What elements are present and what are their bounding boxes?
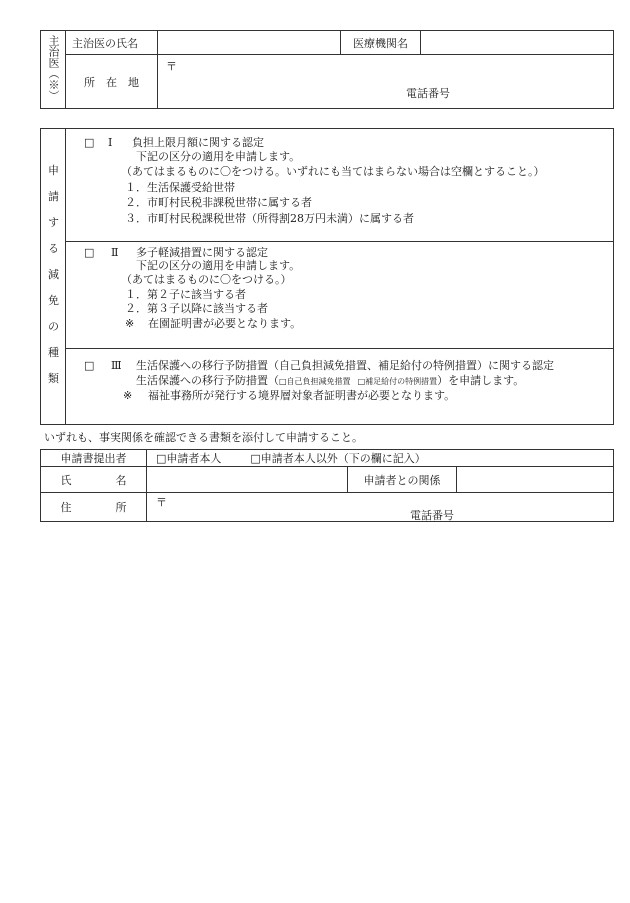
reduction-side-label (41, 129, 66, 424)
applicant-name-field[interactable] (147, 467, 348, 493)
side-char: 請 (48, 190, 59, 203)
section-2-line2: （あてはまるものに〇をつける。） (121, 273, 292, 286)
section-3-line1-end: ）を申請します。 (437, 374, 525, 387)
section-2-numeral: Ⅱ (111, 246, 119, 259)
section-multi-child (66, 241, 613, 348)
side-char: す (48, 216, 59, 229)
side-char: 免 (48, 294, 59, 307)
institution-label: 医療機関名 (341, 31, 421, 55)
applicant-phone-label: 電話番号 (410, 509, 454, 522)
section-2-item1[interactable]: １．第２子に該当する者 (125, 288, 246, 301)
doctor-side-label: 主治医（※） (47, 35, 60, 101)
side-char: 種 (48, 346, 59, 359)
side-char: の (48, 320, 59, 333)
submitter-options (147, 450, 614, 467)
doctor-table (40, 30, 614, 109)
section-1-numeral: Ⅰ (108, 136, 113, 149)
section-2-note-mark: ※ (125, 317, 135, 330)
side-char: 類 (48, 372, 59, 385)
reduction-type-box (40, 128, 614, 425)
section-3-line1-start: 生活保護への移行予防措置（ (136, 374, 279, 387)
section-3-option-supplementary[interactable]: □補足給付の特例措置 (357, 377, 438, 386)
section-1-line1: 下記の区分の適用を申請します。 (136, 150, 301, 163)
section-2-item2[interactable]: ２．第３子以降に該当する者 (125, 302, 268, 315)
section-3-title: 生活保護への移行予防措置（自己負担減免措置、補足給付の特例措置）に関する認定 (136, 359, 554, 372)
section-3-checkbox[interactable]: □ (84, 359, 95, 372)
applicant-address-field[interactable] (147, 493, 614, 522)
doctor-name-field[interactable] (158, 31, 341, 55)
section-1-line2: （あてはまるものに〇をつける。いずれにも当てはまらない場合は空欄とすること。） (121, 165, 545, 178)
section-1-item3[interactable]: ３．市町村民税課税世帯（所得割28万円未満）に属する者 (125, 212, 414, 225)
doctor-phone-label: 電話番号 (406, 87, 450, 100)
applicant-postal-mark: 〒 (156, 496, 167, 509)
submitter-label: 申請書提出者 (41, 450, 147, 467)
option-applicant-self[interactable]: □申請者本人 (156, 452, 222, 465)
section-2-checkbox[interactable]: □ (84, 246, 95, 259)
section-3-option-self-pay[interactable]: □自己負担減免措置 (279, 377, 351, 386)
section-upper-limit (66, 129, 613, 241)
section-1-checkbox[interactable]: □ (84, 136, 95, 149)
section-livelihood-protection (66, 348, 613, 426)
section-1-item2[interactable]: ２．市町村民税非課税世帯に属する者 (125, 196, 312, 209)
section-1-item1[interactable]: １．生活保護受給世帯 (125, 181, 235, 194)
institution-field[interactable] (421, 31, 614, 55)
applicant-table (40, 449, 614, 522)
section-2-note: 在園証明書が必要となります。 (148, 317, 302, 330)
side-char: 申 (48, 164, 59, 177)
doctor-address-field[interactable] (158, 55, 614, 109)
option-applicant-other[interactable]: □申請者本人以外（下の欄に記入） (250, 452, 426, 465)
applicant-name-label: 氏 名 (41, 467, 147, 493)
section-3-line1 (136, 374, 524, 388)
section-2-title: 多子軽減措置に関する認定 (136, 246, 268, 259)
doctor-name-label: 主治医の氏名 (66, 31, 158, 55)
section-3-note-mark: ※ (123, 389, 133, 402)
doctor-postal-mark: 〒 (166, 60, 177, 73)
section-1-title: 負担上限月額に関する認定 (132, 136, 264, 149)
doctor-side-cell (41, 31, 66, 109)
relation-label: 申請者との関係 (348, 467, 457, 493)
relation-field[interactable] (457, 467, 614, 493)
side-char: 減 (48, 268, 59, 281)
section-3-note: 福祉事務所が発行する境界層対象者証明書が必要となります。 (148, 389, 456, 402)
attachment-notice: いずれも、事実関係を確認できる書類を添付して申請すること。 (44, 431, 363, 444)
doctor-address-label: 所 在 地 (66, 55, 158, 109)
section-2-line1: 下記の区分の適用を申請します。 (136, 259, 301, 272)
applicant-address-label: 住 所 (41, 493, 147, 522)
section-3-numeral: Ⅲ (111, 359, 122, 372)
side-char: る (48, 242, 59, 255)
